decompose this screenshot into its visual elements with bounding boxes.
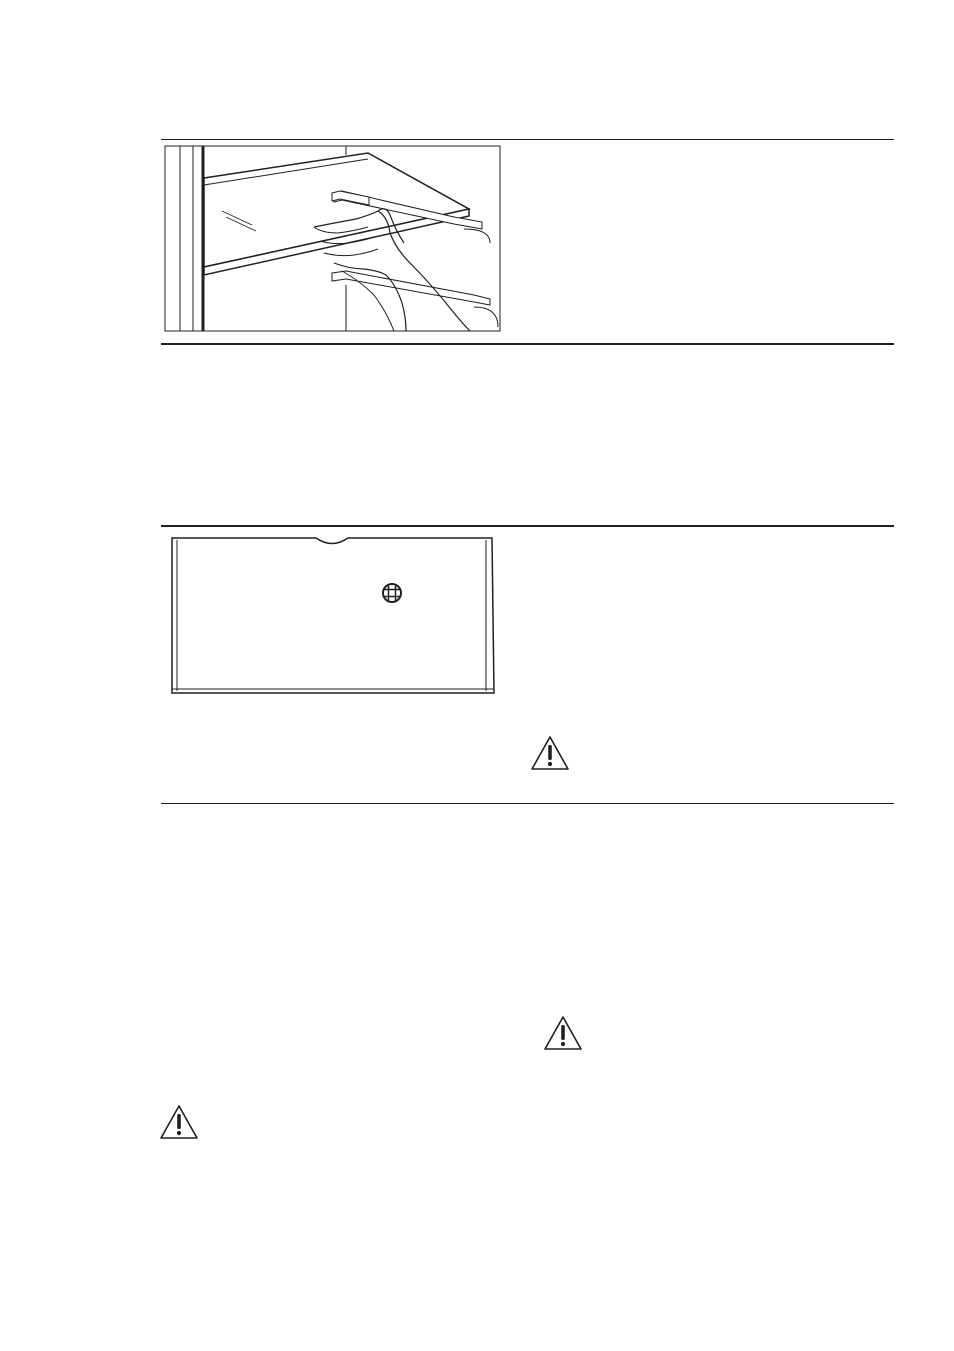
warning-triangle-icon (159, 1104, 199, 1140)
section-rule-1 (161, 139, 894, 140)
crisper-cover-illustration (170, 535, 496, 695)
warning-triangle-icon (543, 1015, 583, 1051)
section-rule-4 (161, 803, 894, 804)
section-rule-3 (161, 525, 894, 527)
shelf-hand-illustration (164, 145, 502, 333)
crisper-cover-figure (170, 535, 496, 695)
section-rule-2 (161, 343, 894, 345)
warning-triangle-icon (530, 735, 570, 771)
shelf-removal-figure (164, 145, 502, 333)
grid-circle-icon (381, 582, 403, 604)
